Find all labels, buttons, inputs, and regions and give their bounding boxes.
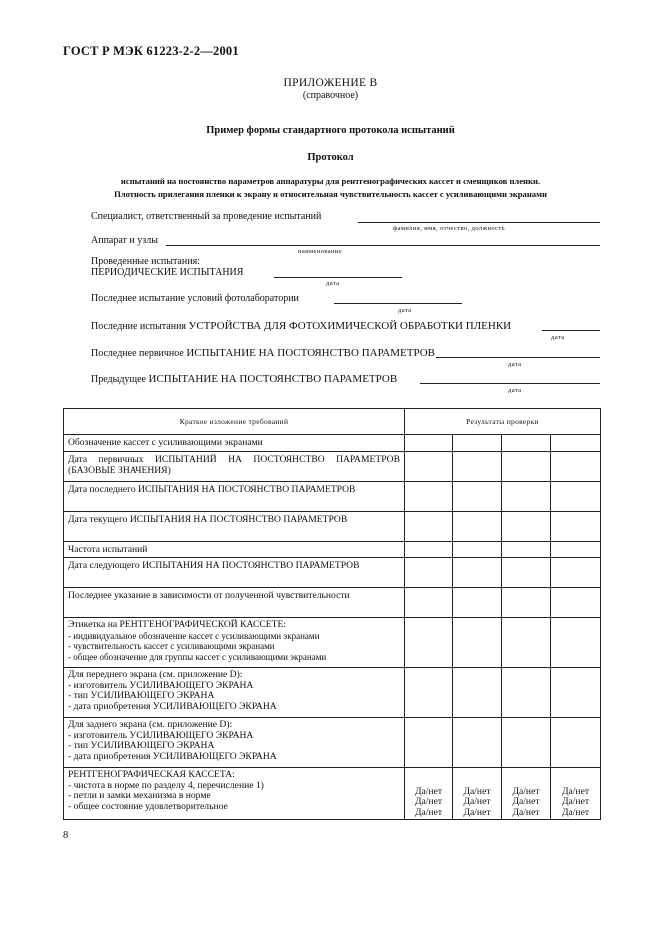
annex-subtitle: (справочное) bbox=[302, 90, 359, 101]
label-item: - общее обозначение для группы кассет с усиливающими экранами bbox=[68, 651, 327, 662]
result-cell[interactable] bbox=[551, 435, 601, 452]
periodic-tests-date-line[interactable] bbox=[274, 277, 402, 278]
periodic-date-caption: дата bbox=[326, 280, 340, 287]
result-cell[interactable] bbox=[502, 558, 551, 588]
back-screen-item: - дата приобретения УСИЛИВАЮЩЕГО ЭКРАНА bbox=[68, 750, 277, 762]
answer-yes-no[interactable]: Да/нет bbox=[561, 806, 590, 818]
result-cell[interactable] bbox=[502, 668, 551, 718]
result-cell[interactable] bbox=[453, 558, 502, 588]
answer-yes-no[interactable]: Да/нет bbox=[561, 796, 590, 807]
answer-yes-no[interactable]: Да/нет bbox=[463, 796, 491, 807]
darkroom-date-caption: дата bbox=[398, 307, 412, 314]
annex-title: ПРИЛОЖЕНИЕ В bbox=[283, 77, 378, 89]
answer-yes-no[interactable]: Да/нет bbox=[414, 806, 443, 818]
answer-yes-no[interactable]: Да/нет bbox=[512, 806, 540, 818]
cassette-id-cell: Обозначение кассет с усиливающими экранами bbox=[64, 435, 405, 452]
front-screen-item: - изготовитель УСИЛИВАЮЩЕГО ЭКРАНА bbox=[68, 679, 254, 691]
protocol-subtitle-line-1: испытаний на постоянство параметров аппаратуры для рентгенографических кассет и сменщиков пленки. bbox=[120, 176, 541, 186]
result-cell[interactable] bbox=[502, 618, 551, 668]
previous-test-label bbox=[91, 373, 397, 385]
last-date-cell: Дата последнего ИСПЫТАНИЯ НА ПОСТОЯНСТВО ПАРАМЕТРОВ bbox=[64, 482, 405, 512]
label-title: Этикетка на РЕНТГЕНОГРАФИЧЕСКОЙ КАССЕТЕ: bbox=[68, 619, 287, 630]
previous-test-main: ИСПЫТАНИЕ НА ПОСТОЯНСТВО ПАРАМЕТРОВ bbox=[148, 373, 398, 385]
answer-yes-no[interactable]: Да/нет bbox=[561, 785, 590, 797]
result-cell[interactable] bbox=[405, 482, 453, 512]
cassette-check-title: РЕНТГЕНОГРАФИЧЕСКАЯ КАССЕТА: bbox=[68, 769, 235, 780]
result-cell[interactable] bbox=[551, 542, 601, 558]
result-cell[interactable] bbox=[453, 512, 502, 542]
answer-yes-no[interactable]: Да/нет bbox=[414, 785, 443, 797]
periodic-tests-label: ПЕРИОДИЧЕСКИЕ ИСПЫТАНИЯ bbox=[91, 267, 244, 278]
result-cell[interactable] bbox=[502, 542, 551, 558]
cassette-check-item: - петли и замки механизма в норме bbox=[68, 790, 211, 801]
result-cell[interactable] bbox=[502, 588, 551, 618]
result-cell[interactable] bbox=[551, 482, 601, 512]
result-cell[interactable] bbox=[405, 435, 453, 452]
table-row bbox=[64, 668, 601, 718]
specialist-input-line[interactable] bbox=[358, 222, 600, 223]
result-cell[interactable] bbox=[453, 542, 502, 558]
page-number: 8 bbox=[63, 830, 69, 841]
front-screen-cell bbox=[64, 668, 405, 718]
table-row bbox=[64, 768, 601, 820]
result-cell[interactable] bbox=[502, 512, 551, 542]
result-cell[interactable] bbox=[551, 618, 601, 668]
current-date-cell: Дата текущего ИСПЫТАНИЯ НА ПОСТОЯНСТВО ПАРАМЕТРОВ bbox=[64, 512, 405, 542]
table-row bbox=[64, 588, 601, 618]
answer-yes-no[interactable]: Да/нет bbox=[463, 806, 491, 818]
cassette-check-item: - чистота в норме по разделу 4, перечисление 1) bbox=[68, 779, 264, 791]
back-screen-title: Для заднего экрана (см. приложение D): bbox=[68, 719, 233, 730]
result-cell[interactable] bbox=[405, 588, 453, 618]
result-cell[interactable] bbox=[551, 452, 601, 482]
front-screen-item: - тип УСИЛИВАЮЩЕГО ЭКРАНА bbox=[68, 690, 215, 701]
table-row bbox=[64, 482, 601, 512]
apparatus-input-line[interactable] bbox=[166, 245, 600, 246]
processing-test-prefix: Последние испытания bbox=[91, 321, 187, 332]
apparatus-label: Аппарат и узлы bbox=[91, 235, 158, 246]
specialist-label: Специалист, ответственный за проведение испытаний bbox=[91, 211, 322, 222]
previous-test-prefix: Предыдущее bbox=[91, 374, 146, 385]
answer-cell[interactable] bbox=[502, 768, 551, 820]
result-cell[interactable] bbox=[453, 435, 502, 452]
answer-yes-no[interactable]: Да/нет bbox=[414, 796, 443, 807]
result-cell[interactable] bbox=[502, 482, 551, 512]
initial-test-main: ИСПЫТАНИЕ НА ПОСТОЯНСТВО ПАРАМЕТРОВ bbox=[186, 347, 436, 359]
previous-date-caption: дата bbox=[508, 387, 522, 394]
label-item: - индивидуальное обозначение кассет с усиливающими экранами bbox=[68, 630, 320, 641]
table-row bbox=[64, 618, 601, 668]
table-row bbox=[64, 542, 601, 558]
result-cell[interactable] bbox=[502, 718, 551, 768]
answer-cell[interactable] bbox=[453, 768, 502, 820]
result-cell[interactable] bbox=[453, 618, 502, 668]
darkroom-test-date-line[interactable] bbox=[334, 303, 462, 304]
result-cell[interactable] bbox=[453, 718, 502, 768]
initial-date-cell: Дата первичных ИСПЫТАНИЙ НА ПОСТОЯНСТВО ПАРАМЕТРОВ (БАЗОВЫЕ ЗНАЧЕНИЯ) bbox=[64, 452, 405, 482]
protocol-title: Протокол bbox=[307, 152, 354, 163]
result-cell[interactable] bbox=[405, 452, 453, 482]
result-cell[interactable] bbox=[405, 718, 453, 768]
front-screen-item: - дата приобретения УСИЛИВАЮЩЕГО ЭКРАНА bbox=[68, 700, 277, 712]
result-cell[interactable] bbox=[453, 668, 502, 718]
result-cell[interactable] bbox=[453, 482, 502, 512]
initial-test-prefix: Последнее первичное bbox=[91, 348, 184, 359]
back-screen-item: - тип УСИЛИВАЮЩЕГО ЭКРАНА bbox=[68, 740, 215, 751]
front-screen-title: Для переднего экрана (см. приложение D): bbox=[68, 669, 243, 680]
initial-date-caption: дата bbox=[508, 361, 522, 368]
result-cell[interactable] bbox=[551, 512, 601, 542]
initial-test-date-line[interactable] bbox=[436, 357, 600, 358]
processing-test-label bbox=[91, 320, 511, 332]
processing-test-main: УСТРОЙСТВА ДЛЯ ФОТОХИМИЧЕСКОЙ ОБРАБОТКИ ПЛЕНКИ bbox=[188, 320, 512, 332]
table-row bbox=[64, 558, 601, 588]
result-cell[interactable] bbox=[502, 452, 551, 482]
result-cell[interactable] bbox=[453, 588, 502, 618]
table-row bbox=[64, 452, 601, 482]
table-header-row bbox=[64, 409, 601, 435]
cassette-check-item: - общее состояние удовлетворительное bbox=[68, 800, 228, 812]
previous-test-date-line[interactable] bbox=[420, 383, 600, 384]
answer-cell[interactable] bbox=[551, 768, 601, 820]
back-screen-cell bbox=[64, 718, 405, 768]
sensitivity-note-cell: Последнее указание в зависимости от полученной чувствительности bbox=[64, 588, 405, 618]
result-cell[interactable] bbox=[405, 512, 453, 542]
next-date-cell: Дата следующего ИСПЫТАНИЯ НА ПОСТОЯНСТВО ПАРАМЕТРОВ bbox=[64, 558, 405, 588]
form-title: Пример формы стандартного протокола испытаний bbox=[206, 125, 455, 136]
performed-tests-label: Проведенные испытания: bbox=[91, 256, 200, 267]
result-cell[interactable] bbox=[502, 435, 551, 452]
darkroom-test-label: Последнее испытание условий фотолаборатории bbox=[91, 293, 299, 304]
cassette-check-cell bbox=[64, 768, 405, 820]
table-row bbox=[64, 435, 601, 452]
table-row bbox=[64, 718, 601, 768]
processing-test-date-line[interactable] bbox=[542, 330, 600, 331]
result-cell[interactable] bbox=[551, 558, 601, 588]
results-column-header: Результаты проверки bbox=[405, 409, 601, 435]
label-item: - чувствительность кассет с усиливающими экранами bbox=[68, 641, 275, 651]
results-table bbox=[63, 408, 601, 820]
table-row bbox=[64, 512, 601, 542]
result-cell[interactable] bbox=[551, 588, 601, 618]
result-cell[interactable] bbox=[453, 452, 502, 482]
processing-date-caption: дата bbox=[551, 334, 565, 341]
standard-header: ГОСТ Р МЭК 61223-2-2—2001 bbox=[63, 44, 239, 58]
frequency-cell: Частота испытаний bbox=[64, 542, 405, 558]
requirements-column-header: Краткое изложение требований bbox=[64, 409, 405, 435]
result-cell[interactable] bbox=[405, 668, 453, 718]
result-cell[interactable] bbox=[551, 668, 601, 718]
result-cell[interactable] bbox=[551, 718, 601, 768]
answer-yes-no[interactable]: Да/нет bbox=[512, 785, 540, 797]
result-cell[interactable] bbox=[405, 618, 453, 668]
result-cell[interactable] bbox=[405, 542, 453, 558]
apparatus-caption: наименование bbox=[298, 248, 343, 255]
protocol-subtitle-line-2: Плотность прилегания пленки к экрану и относительная чувствительность кассет с усиливающими экранами bbox=[114, 189, 547, 199]
back-screen-item: - изготовитель УСИЛИВАЮЩЕГО ЭКРАНА bbox=[68, 729, 254, 741]
answer-cell[interactable] bbox=[405, 768, 453, 820]
initial-test-label bbox=[91, 347, 435, 359]
label-requirements-cell bbox=[64, 618, 405, 668]
result-cell[interactable] bbox=[405, 558, 453, 588]
answer-yes-no[interactable]: Да/нет bbox=[463, 785, 491, 797]
answer-yes-no[interactable]: Да/нет bbox=[512, 796, 540, 807]
specialist-caption: фамилия, имя, отчество, должность bbox=[393, 225, 506, 232]
